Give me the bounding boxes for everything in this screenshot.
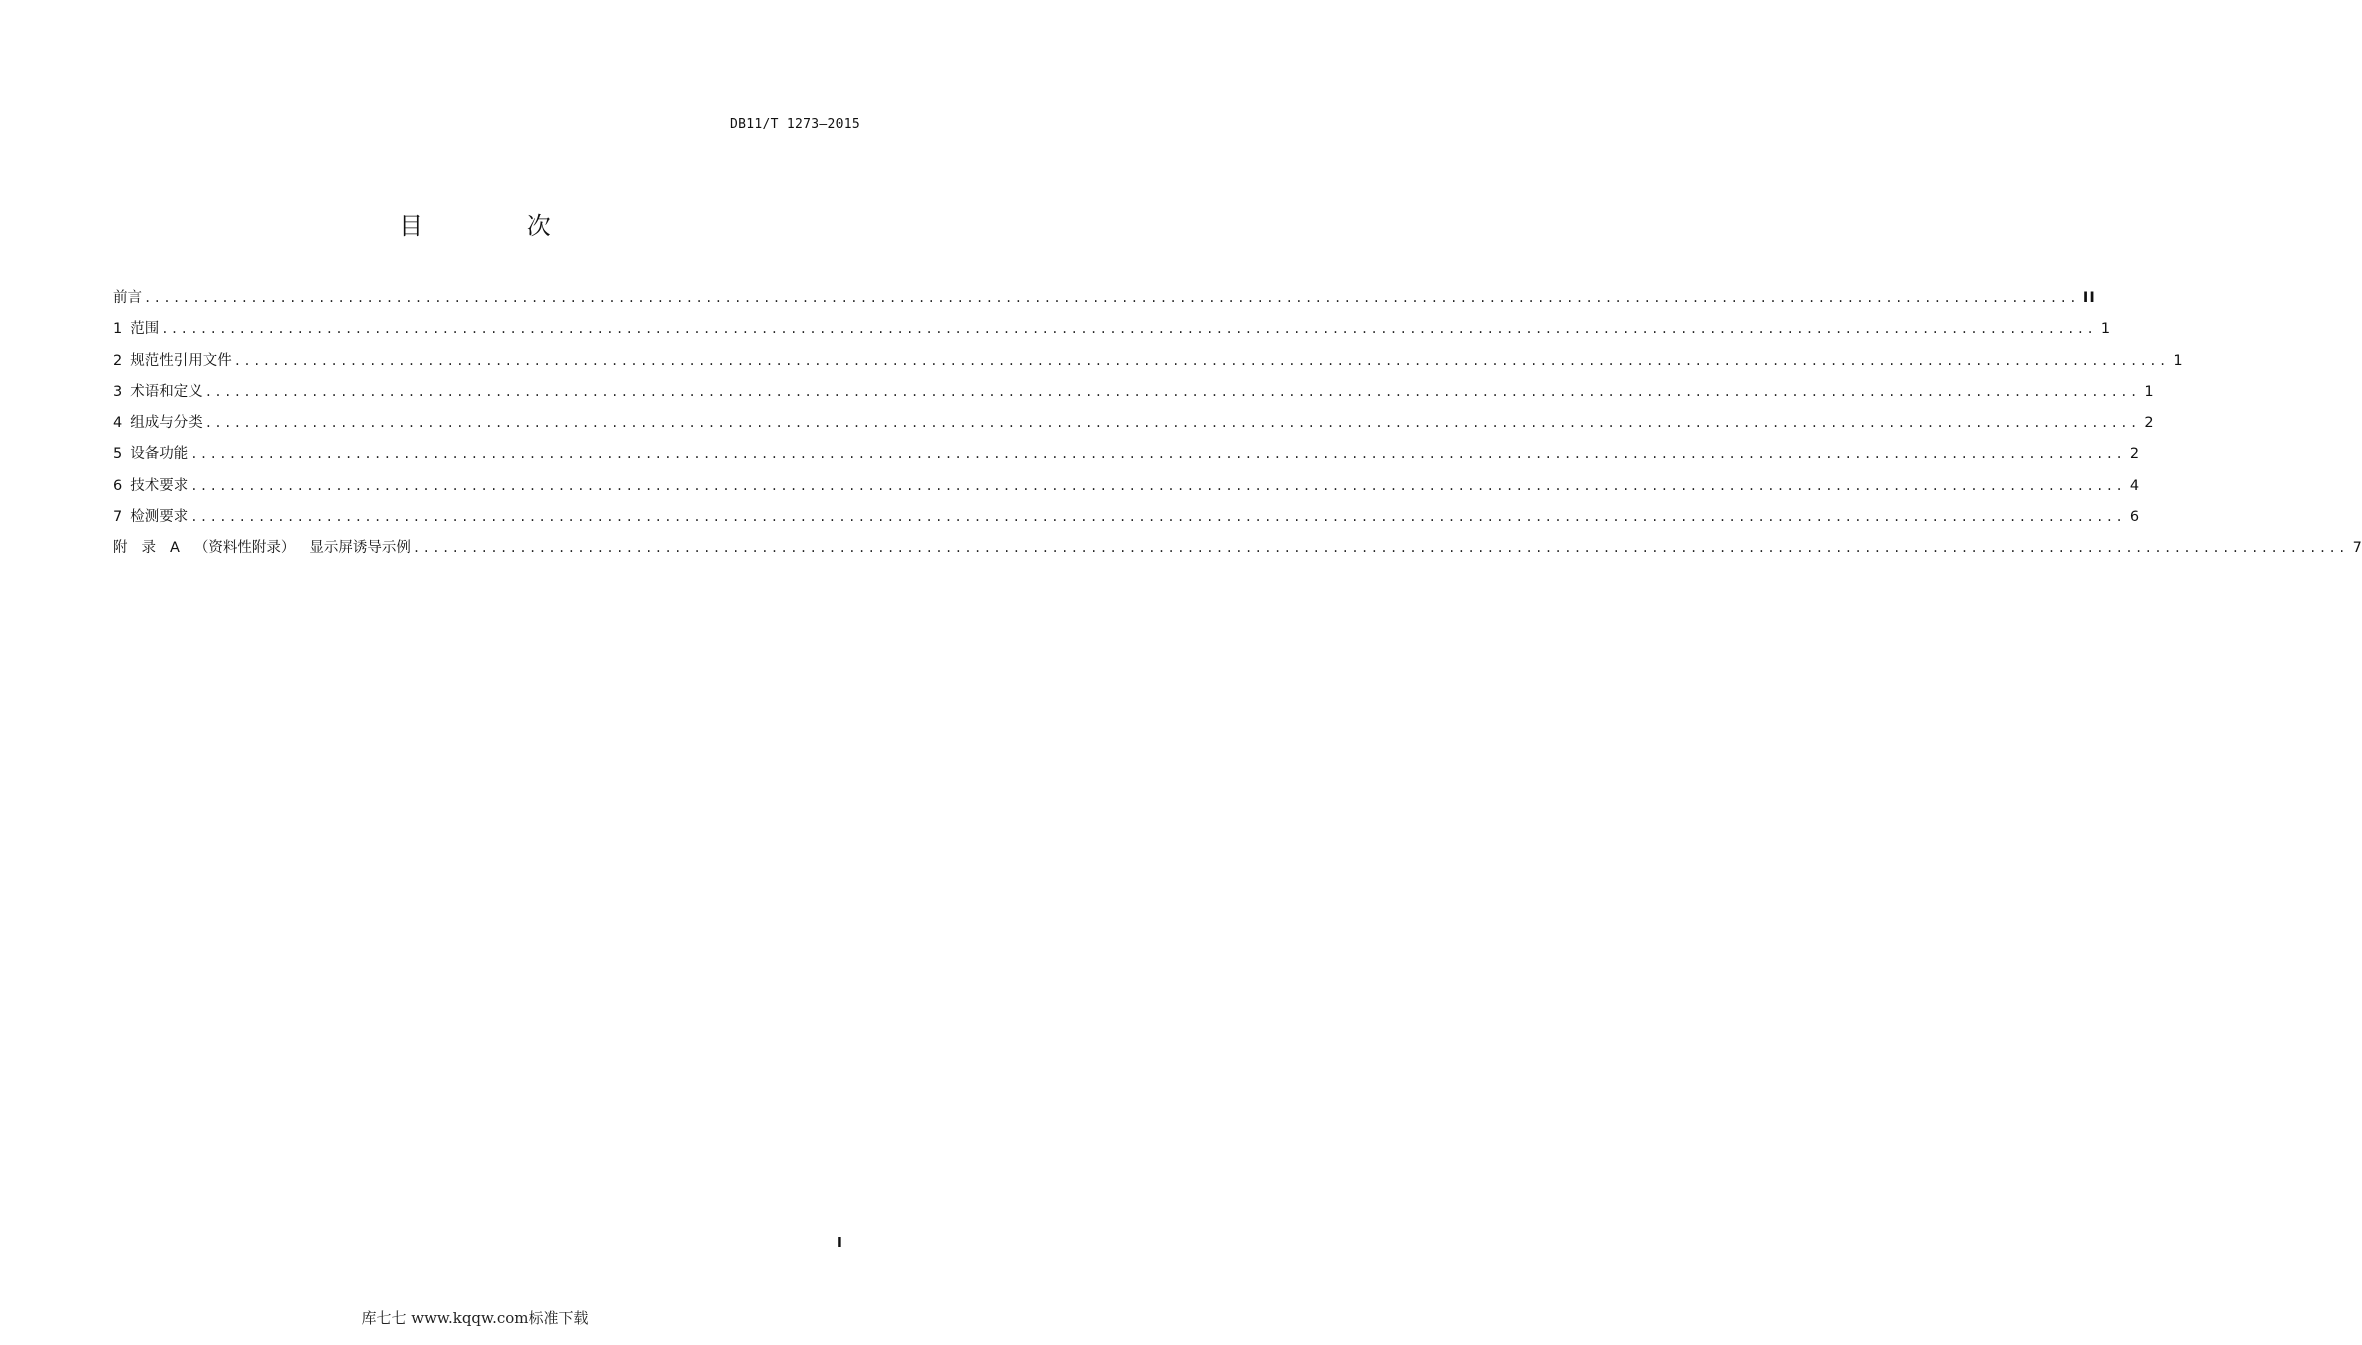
toc-entry-label <box>113 350 232 372</box>
toc-entry-text: 范围 <box>130 321 160 338</box>
toc-entry-label: 前言 <box>113 290 142 306</box>
toc-entry-technical-requirements[interactable] <box>113 475 2140 506</box>
toc-entry-page: 2 <box>2144 415 2154 432</box>
toc-entry-number: 6 <box>113 477 123 494</box>
toc-entry-number: 3 <box>113 383 123 400</box>
toc-entry-page: 6 <box>2129 509 2140 526</box>
toc-entry-label <box>113 443 188 465</box>
toc-entry-number: 1 <box>113 321 123 338</box>
toc-leader-dots: ........................................................................................................................................................................................................ <box>190 478 2126 493</box>
document-code: DB11/T 1273—2015 <box>729 117 860 132</box>
footer-watermark: 库七七 www.kqqw.com标准下载 <box>361 1309 589 1327</box>
toc-entry-number: 2 <box>113 352 123 369</box>
toc-entry-text: 规范性引用文件 <box>130 352 232 369</box>
toc-entry-testing-requirements[interactable] <box>113 506 2140 537</box>
annex-prefix: 附 <box>113 540 128 557</box>
toc-entry-scope[interactable] <box>113 318 2111 349</box>
toc-leader-dots: ........................................................................................................................................................................................................ <box>233 353 2169 368</box>
toc-entry-label <box>113 506 188 528</box>
toc-leader-dots: ........................................................................................................................................................................................................ <box>204 416 2140 431</box>
toc-entry-annex-a[interactable] <box>113 537 2362 568</box>
toc-entry-text: 组成与分类 <box>130 415 203 432</box>
toc-entry-page: 1 <box>2100 321 2111 338</box>
annex-type: （资料性附录） <box>193 540 296 557</box>
toc-entry-number: 5 <box>113 446 123 463</box>
toc-leader-dots: ........................................................................................................................................................................................................ <box>190 510 2126 525</box>
toc-leader-dots: ........................................................................................................................................................................................................ <box>190 447 2126 462</box>
annex-letter: A <box>170 540 180 557</box>
toc-entry-page: 1 <box>2173 352 2183 369</box>
page-title: 目 次 <box>399 212 599 240</box>
toc-entry-page: II <box>2082 290 2096 306</box>
toc-entry-label <box>113 412 203 434</box>
table-of-contents <box>113 287 2362 569</box>
toc-entry-number: 4 <box>113 415 123 432</box>
toc-entry-text: 检测要求 <box>130 509 189 526</box>
toc-entry-terms-definitions[interactable] <box>113 381 2154 412</box>
toc-entry-label <box>113 381 203 403</box>
toc-entry-label <box>113 318 159 340</box>
page-number: I <box>837 1236 842 1251</box>
toc-entry-text: 术语和定义 <box>130 383 203 400</box>
toc-leader-dots: ........................................................................................................................................................................................................ <box>144 291 2079 305</box>
toc-entry-page: 4 <box>2129 477 2140 494</box>
toc-entry-number: 7 <box>113 509 123 526</box>
toc-leader-dots: ........................................................................................................................................................................................................ <box>204 384 2140 399</box>
toc-leader-dots: ........................................................................................................................................................................................................ <box>161 322 2097 337</box>
toc-entry-normative-references[interactable] <box>113 350 2183 381</box>
toc-entry-page: 1 <box>2144 383 2154 400</box>
toc-entry-text: 设备功能 <box>130 446 189 463</box>
toc-entry-foreword[interactable] <box>113 287 2096 318</box>
toc-entry-label <box>113 475 188 497</box>
toc-entry-page: 2 <box>2129 446 2140 463</box>
toc-entry-text: 技术要求 <box>130 477 189 494</box>
annex-title: 显示屏诱导示例 <box>309 540 411 557</box>
toc-entry-label <box>113 537 411 559</box>
annex-prefix-2: 录 <box>141 540 156 557</box>
toc-entry-device-functions[interactable] <box>113 443 2140 474</box>
toc-leader-dots: ........................................................................................................................................................................................................ <box>412 541 2348 556</box>
toc-entry-composition[interactable] <box>113 412 2154 443</box>
toc-entry-page: 7 <box>2352 540 2362 557</box>
